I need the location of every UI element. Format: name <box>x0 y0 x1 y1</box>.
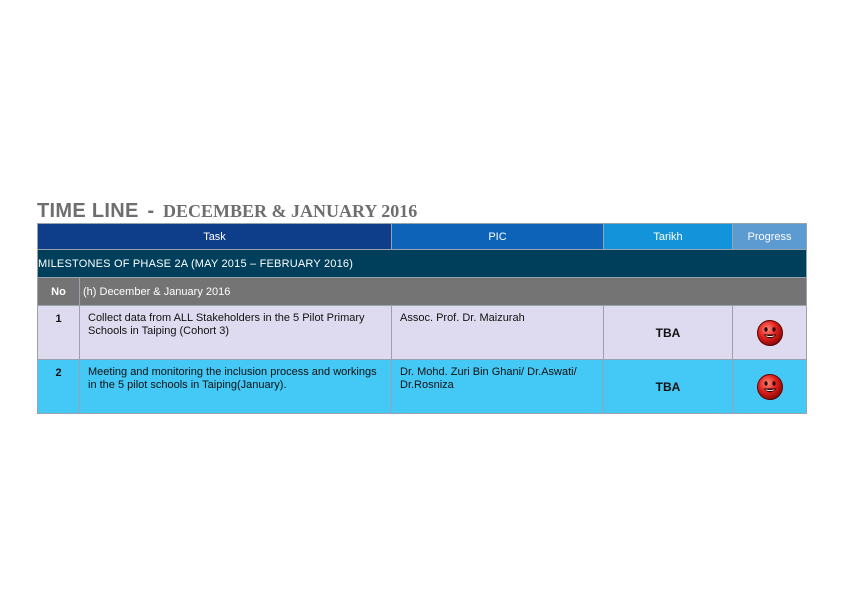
row-number: 1 <box>38 306 80 360</box>
tarikh-cell: TBA <box>604 306 733 360</box>
title-subtitle: DECEMBER & JANUARY 2016 <box>163 201 418 221</box>
table-row <box>38 360 807 414</box>
timeline-table <box>37 223 807 414</box>
milestone-label: MILESTONES OF PHASE 2A (MAY 2015 – FEBRUARY 2016) <box>38 250 807 278</box>
subheader-no: No <box>38 278 80 306</box>
title-separator: - <box>147 200 155 222</box>
header-task: Task <box>38 224 392 250</box>
pic-cell: Dr. Mohd. Zuri Bin Ghani/ Dr.Aswati/ Dr.Rosniza <box>392 360 604 414</box>
red-smiley-icon <box>756 319 784 347</box>
header-progress: Progress <box>733 224 807 250</box>
task-cell: Collect data from ALL Stakeholders in the 5 Pilot Primary Schools in Taiping (Cohort 3) <box>80 306 392 360</box>
progress-cell <box>733 360 807 414</box>
red-smiley-icon <box>756 373 784 401</box>
subheader-title: (h) December & January 2016 <box>80 278 807 306</box>
task-cell: Meeting and monitoring the inclusion process and workings in the 5 pilot schools in Taiping(January). <box>80 360 392 414</box>
header-tarikh: Tarikh <box>604 224 733 250</box>
title-main: TIME LINE <box>37 200 139 222</box>
pic-cell: Assoc. Prof. Dr. Maizurah <box>392 306 604 360</box>
milestone-row <box>38 250 807 278</box>
page-title <box>37 190 417 222</box>
tarikh-cell: TBA <box>604 360 733 414</box>
subheader-row <box>38 278 807 306</box>
row-number: 2 <box>38 360 80 414</box>
header-pic: PIC <box>392 224 604 250</box>
table-row <box>38 306 807 360</box>
table-header-row <box>38 224 807 250</box>
progress-cell <box>733 306 807 360</box>
